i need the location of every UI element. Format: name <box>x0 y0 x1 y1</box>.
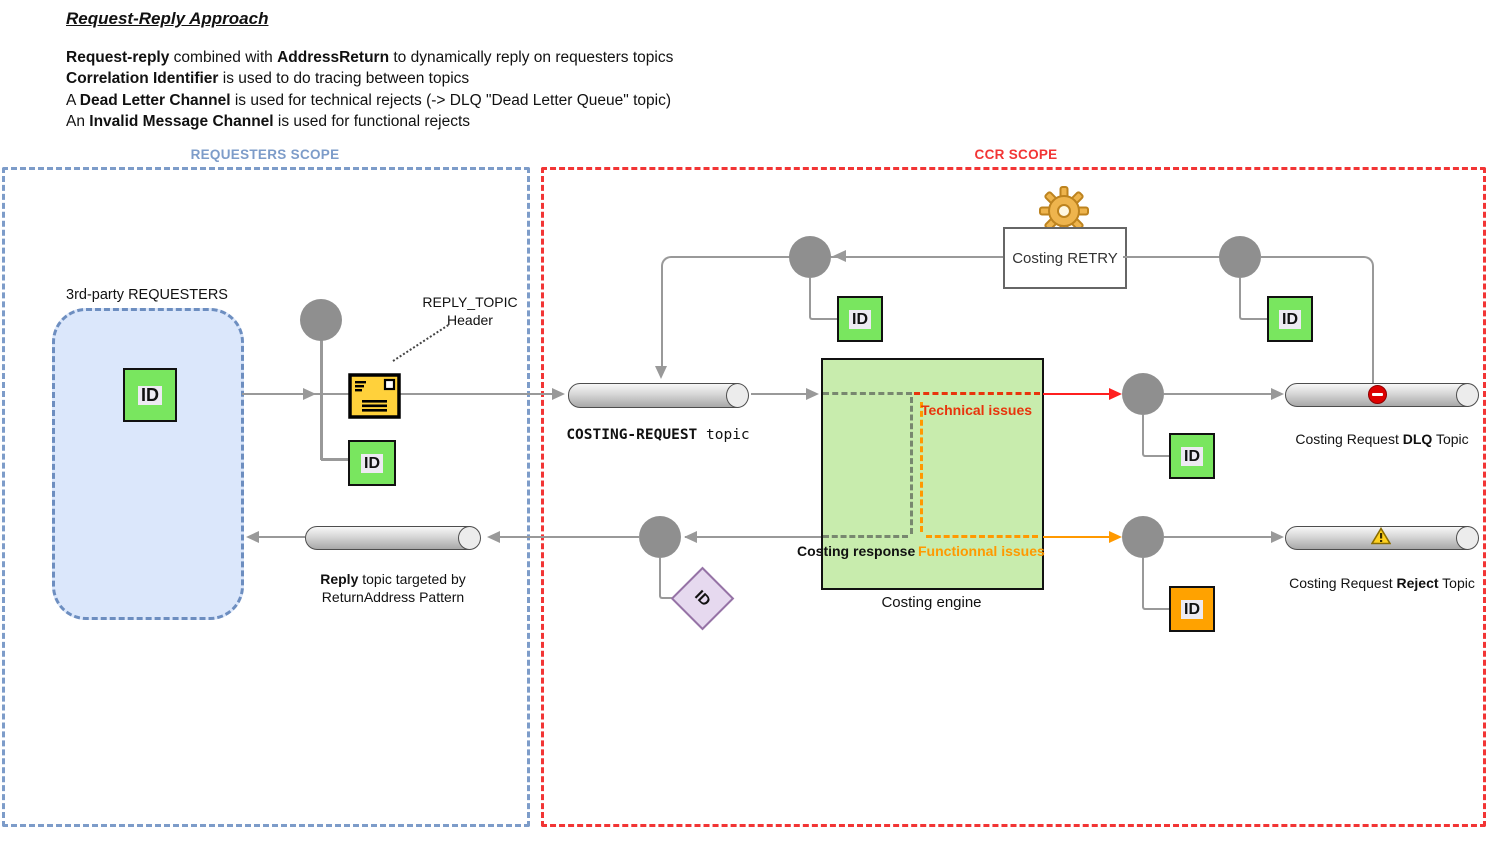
note-line: Header <box>447 312 493 328</box>
junction-node <box>1219 236 1261 278</box>
bold-text: Correlation Identifier <box>66 70 219 87</box>
text: Costing Request <box>1289 575 1397 591</box>
text: An <box>66 113 90 130</box>
reject-id-badge <box>1169 586 1215 632</box>
junction-node <box>639 516 681 558</box>
request-dashed-line <box>823 392 912 395</box>
id-label: ID <box>1181 600 1203 619</box>
arrowhead-right <box>806 388 819 400</box>
connector-line <box>809 278 839 320</box>
pipe-cap <box>458 526 481 550</box>
text: Topic <box>1432 431 1469 447</box>
technical-dashed-line <box>914 392 1040 395</box>
junction-node <box>1122 373 1164 415</box>
costing-response-label: Costing response <box>797 543 916 559</box>
text: is used to do tracing between topics <box>218 70 470 87</box>
arrowhead-left <box>246 531 259 543</box>
pipe-cap <box>1456 383 1479 407</box>
costing-engine-label: Costing engine <box>881 594 982 611</box>
dlq-topic-label <box>1285 430 1479 448</box>
warning-icon <box>1371 527 1391 550</box>
id-label: ID <box>1279 310 1301 329</box>
functional-issues-label: Functionnal issues <box>918 543 1045 559</box>
junction-node <box>300 299 342 341</box>
bold-text: AddressReturn <box>277 49 390 66</box>
costing-request-topic-pipe <box>568 383 748 408</box>
pipe-cap <box>1456 526 1479 550</box>
technical-reject-line <box>1043 393 1111 396</box>
junction-node <box>1122 516 1164 558</box>
functional-reject-line <box>1043 536 1111 539</box>
text: is used for functional rejects <box>273 113 471 130</box>
dlq-id-badge <box>1169 433 1215 479</box>
description-line-2 <box>66 68 469 90</box>
topic-name: COSTING-REQUEST <box>566 427 698 443</box>
junction-node <box>789 236 831 278</box>
text: is used for technical rejects (-> DLQ "Dead Letter Queue" topic) <box>230 92 672 109</box>
connector-line <box>659 558 677 599</box>
message-id-badge <box>348 440 396 486</box>
bold-text: DLQ <box>1402 431 1433 447</box>
arrowhead-left <box>684 531 697 543</box>
technical-issues-label: Technical issues <box>921 402 1033 418</box>
pipe-cap <box>726 383 749 408</box>
note-line: REPLY_TOPIC <box>422 294 518 310</box>
requester-id-badge <box>123 368 177 422</box>
connector-line <box>321 458 348 461</box>
arrowhead-left <box>833 250 846 262</box>
requesters-scope-label: REQUESTERS SCOPE <box>190 147 340 162</box>
text: combined with <box>169 49 278 66</box>
no-entry-icon <box>1368 385 1387 404</box>
text: Costing Request <box>1295 431 1403 447</box>
arrowhead-left <box>487 531 500 543</box>
bold-text: Request-reply <box>66 49 170 66</box>
retry-return-line <box>661 256 794 368</box>
text: topic targeted by <box>358 571 466 587</box>
reply-topic-label <box>293 570 493 606</box>
arrowhead-right <box>552 388 565 400</box>
arrowhead-right <box>1271 388 1284 400</box>
id-label: ID <box>138 386 162 405</box>
id-label: ID <box>849 310 871 329</box>
retry-to-junction-line <box>831 256 1003 259</box>
envelope-icon <box>348 373 401 424</box>
bold-text: Dead Letter Channel <box>79 92 231 109</box>
requesters-box-label: 3rd-party REQUESTERS <box>66 287 228 303</box>
response-dashed-line <box>823 535 908 538</box>
text: topic <box>697 427 750 443</box>
bold-text: Invalid Message Channel <box>89 113 274 130</box>
third-party-requesters-box <box>52 308 244 620</box>
retry-right-id-badge <box>1267 296 1313 342</box>
id-label: ID <box>688 584 716 612</box>
functional-dashed-line-vertical <box>920 402 923 532</box>
arrowhead-right <box>303 388 316 400</box>
arrowhead-right-red <box>1109 388 1122 400</box>
description-line-3 <box>66 90 671 112</box>
costing-retry-label: Costing RETRY <box>1012 249 1118 267</box>
id-label: ID <box>1181 447 1203 466</box>
bold-text: Reject <box>1396 575 1439 591</box>
reject-topic-label <box>1280 574 1484 592</box>
engine-to-reply-line <box>685 536 821 539</box>
line-to-reject <box>1164 536 1272 539</box>
reply-topic-pipe <box>305 526 480 550</box>
text: A <box>66 92 80 109</box>
text: to dynamically reply on requesters topics <box>389 49 674 66</box>
arrowhead-right <box>1271 531 1284 543</box>
connector-line <box>1239 278 1269 320</box>
arrowhead-right-orange <box>1109 531 1122 543</box>
page-title: Request-Reply Approach <box>66 9 269 28</box>
reply-topic-header-note <box>415 293 525 329</box>
retry-left-id-badge <box>837 296 883 342</box>
reply-label-line1 <box>293 570 493 588</box>
connector-line <box>1142 415 1171 457</box>
arrowhead-down <box>655 366 667 379</box>
text: Topic <box>1438 575 1475 591</box>
bold-text: Reply <box>320 571 359 587</box>
junction-to-retry-line <box>1123 256 1220 259</box>
connector-line <box>320 339 323 460</box>
line-to-dlq <box>1164 393 1272 396</box>
costing-request-topic-label <box>558 427 758 443</box>
reply-line <box>489 536 640 539</box>
ccr-scope-label: CCR SCOPE <box>974 147 1058 162</box>
reply-label-line2: ReturnAddress Pattern <box>321 589 465 605</box>
id-label: ID <box>361 454 383 473</box>
functional-dashed-line <box>926 535 1038 538</box>
description-line-1 <box>66 47 673 69</box>
description-line-4 <box>66 111 470 133</box>
costing-retry-box <box>1003 227 1127 289</box>
line-to-engine <box>751 393 809 396</box>
response-dashed-line-vertical <box>910 397 913 534</box>
connector-line <box>1142 558 1171 610</box>
